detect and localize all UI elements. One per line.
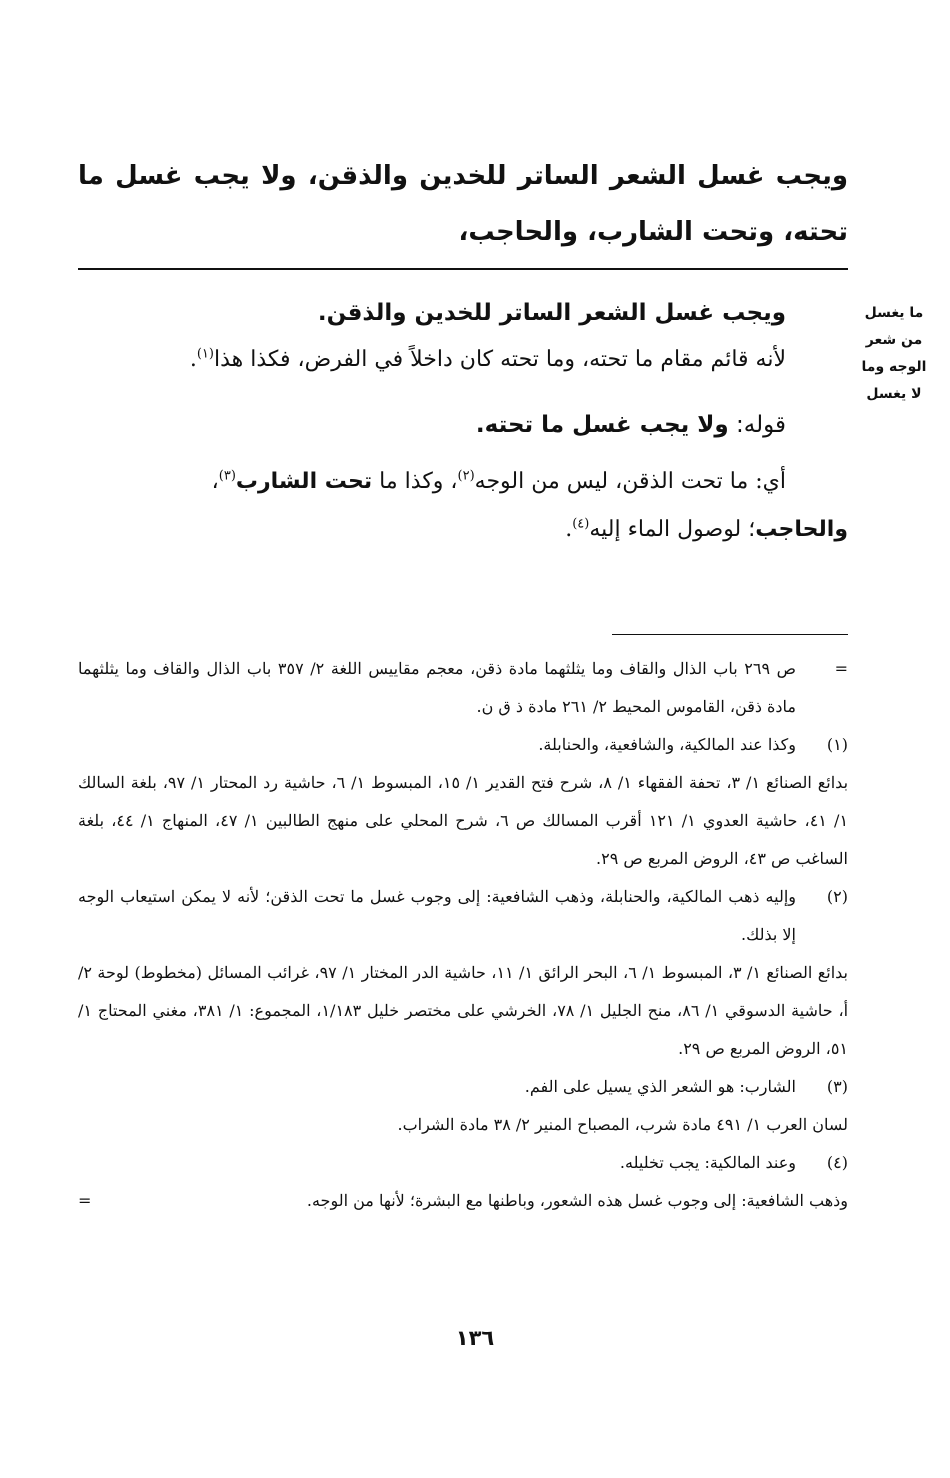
commentary-body bbox=[78, 290, 848, 554]
margin-line: ما يغسل bbox=[864, 305, 924, 321]
footnote-references: لسان العرب ١/ ٤٩١ مادة شرب، المصباح المنير ٢/ ٣٨ مادة الشراب. bbox=[397, 1115, 848, 1134]
footnote-separator bbox=[612, 634, 848, 635]
footnote-2 bbox=[78, 878, 848, 954]
footnote-marker: (٢) bbox=[457, 468, 475, 484]
margin-line: من شعر bbox=[865, 332, 923, 348]
continuation-mark: = bbox=[78, 1191, 92, 1210]
quoted-text: ولا يجب غسل ما تحته. bbox=[475, 412, 729, 438]
lead-text: قوله: bbox=[728, 412, 786, 438]
page-number: ١٣٦ bbox=[455, 1326, 495, 1350]
footnote-number: (٢) bbox=[826, 887, 848, 906]
footnote-text: ص ٢٦٩ باب الذال والقاف وما يثلثهما مادة ذقن، معجم مقاييس اللغة ٢/ ٣٥٧ باب الذال والقاف وما يثلثهما مادة ذقن، القاموس المحيط ٢/ ٢٦١ مادة ذ ق ن. bbox=[78, 659, 796, 716]
footnote-marker: (١) bbox=[196, 346, 214, 362]
footnote-text: وعند المالكية: يجب تخليله. bbox=[619, 1153, 796, 1172]
commentary-paragraph bbox=[78, 336, 848, 384]
footnote-text: الشارب: هو الشعر الذي يسيل على الفم. bbox=[524, 1077, 796, 1096]
footnote-marker: (٣) bbox=[218, 468, 236, 484]
footnote-text: وكذا عند المالكية، والشافعية، والحنابلة. bbox=[538, 735, 796, 754]
footnote-1-refs bbox=[78, 764, 848, 878]
punctuation: ، bbox=[211, 469, 219, 494]
footnote-3-refs bbox=[78, 1106, 848, 1144]
paragraph-text: ، وكذا ما bbox=[372, 469, 458, 494]
footnotes bbox=[78, 650, 848, 1220]
punctuation: . bbox=[565, 517, 573, 542]
quoted-statement bbox=[78, 402, 848, 448]
bold-term: والحاجب bbox=[755, 517, 848, 542]
footnote-number: (٤) bbox=[826, 1153, 848, 1172]
commentary-paragraph bbox=[78, 506, 848, 554]
footnote-references: بدائع الصنائع ١/ ٣، المبسوط ١/ ٦، البحر الرائق ١/ ١١، حاشية الدر المختار ١/ ٩٧، غرائب المسائل (مخطوط) لوحة ٢/أ، حاشية الدسوقي ١/ ٨٦، منح الجليل ١/ ٧٨، الخرشي على مختصر خليل ١/١٨٣، المجموع: ١/ ٣٨١، مغني المحتاج ١/ ٥١، الروض المربع ص ٢٩. bbox=[78, 963, 849, 1058]
footnote-3 bbox=[78, 1068, 848, 1106]
quoted-statement: ويجب غسل الشعر الساتر للخدين والذقن. bbox=[317, 300, 786, 326]
paragraph-text: لأنه قائم مقام ما تحته، وما تحته كان داخلاً في الفرض، فكذا هذا bbox=[213, 347, 786, 372]
bold-term: تحت الشارب bbox=[235, 469, 373, 494]
margin-line: الوجه وما bbox=[861, 359, 927, 375]
punctuation: . bbox=[189, 347, 197, 372]
footnote-4 bbox=[78, 1144, 848, 1182]
paragraph-text: أي: ما تحت الذقن، ليس من الوجه bbox=[474, 469, 786, 494]
main-text-matn: ويجب غسل الشعر الساتر للخدين والذقن، ولا يجب غسل ما تحته، وتحت الشارب، والحاجب، bbox=[78, 161, 848, 247]
footnote-number: (٣) bbox=[826, 1077, 848, 1096]
commentary-paragraph bbox=[78, 458, 848, 506]
footnote-marker: (٤) bbox=[572, 516, 590, 532]
footnote-1 bbox=[78, 726, 848, 764]
footnote-number: = bbox=[834, 659, 848, 678]
footnote-2-refs bbox=[78, 954, 848, 1068]
margin-heading bbox=[854, 300, 934, 408]
footnote-number: (١) bbox=[826, 735, 848, 754]
footnote-4-refs bbox=[78, 1182, 848, 1220]
margin-line: لا يغسل bbox=[866, 386, 922, 402]
paragraph-text: ؛ لوصول الماء إليه bbox=[589, 517, 756, 542]
footnote-text: وإليه ذهب المالكية، والحنابلة، وذهب الشافعية: إلى وجوب غسل ما تحت الذقن؛ لأنه لا يمكن استيعاب الوجه إلا بذلك. bbox=[78, 887, 796, 944]
separator-rule bbox=[78, 268, 848, 270]
footnote-references: بدائع الصنائع ١/ ٣، تحفة الفقهاء ١/ ٨، شرح فتح القدير ١/ ١٥، المبسوط ١/ ٦، حاشية رد المحتار ١/ ٩٧، بلغة السالك ١/ ٤١، حاشية العدوي ١/ ١٢١ أقرب المسالك ص ٦، شرح المحلي على منهج الطالبين ١/ ٤٧، المنهاج ١/ ٤٤، بلغة الساغب ص ٤٣، الروض المربع ص ٢٩. bbox=[78, 773, 849, 868]
footnote-references bbox=[78, 1182, 848, 1220]
footnote-continuation bbox=[78, 650, 848, 726]
footnote-references-text: وذهب الشافعية: إلى وجوب غسل هذه الشعور، وباطنها مع البشرة؛ لأنها من الوجه. bbox=[306, 1191, 848, 1210]
